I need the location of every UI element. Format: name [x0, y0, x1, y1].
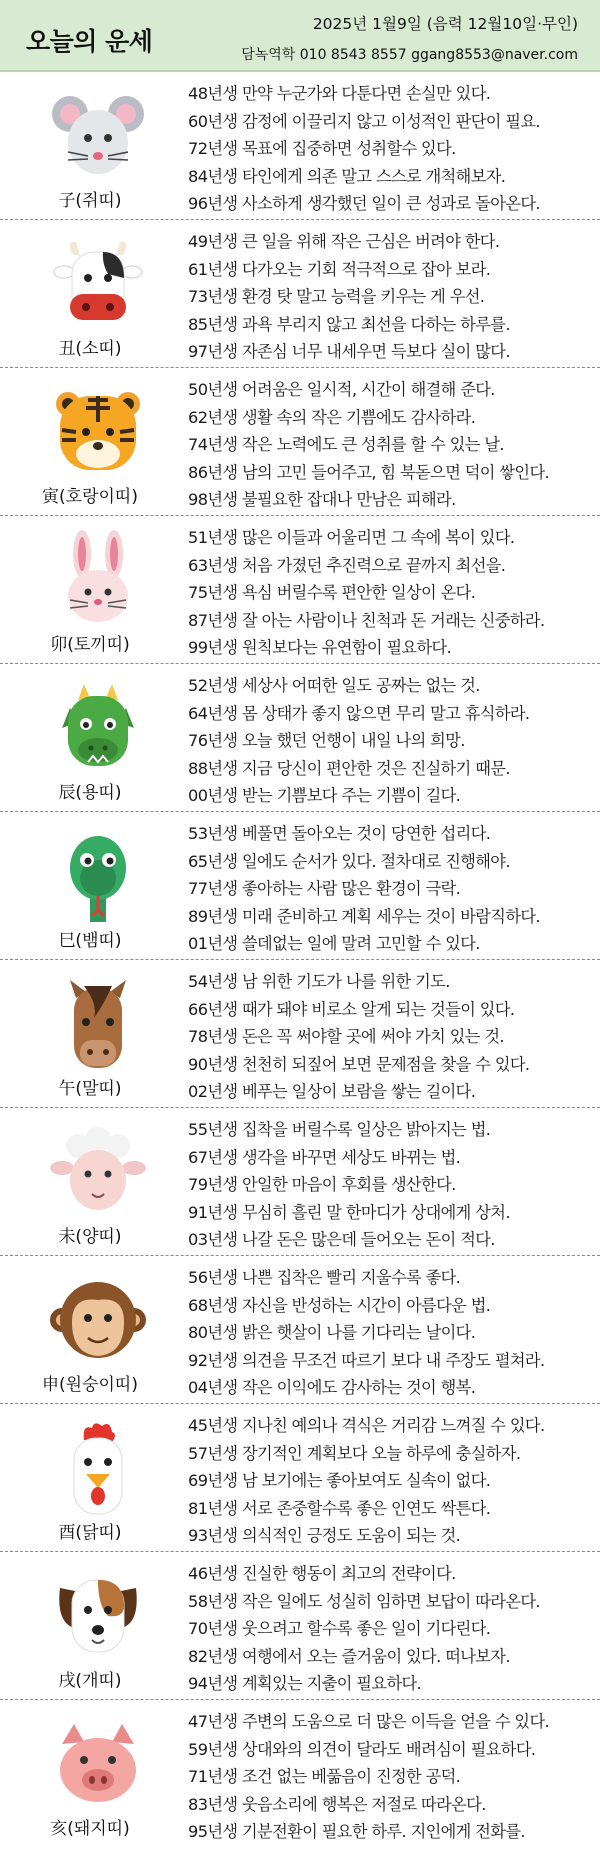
animal-column [0, 368, 180, 515]
fortune-line: 76년생 오늘 했던 언행이 내일 나의 희망. [188, 731, 465, 750]
fortune-lines [188, 1412, 592, 1550]
sheep-icon [48, 1122, 148, 1222]
fortune-lines [188, 1708, 592, 1846]
section-rooster [0, 1404, 600, 1552]
fortune-lines [188, 1116, 592, 1254]
fortune-line: 86년생 남의 고민 들어주고, 힘 북돋으면 덕이 쌓인다. [188, 462, 550, 482]
fortune-line: 79년생 안일한 마음이 후회를 생산한다. [188, 1175, 456, 1194]
fortune-line: 80년생 밝은 햇살이 나를 기다리는 날이다. [188, 1323, 476, 1342]
snake-icon [48, 826, 148, 926]
page-header [0, 0, 600, 72]
section-pig [0, 1700, 600, 1848]
fortune-lines [188, 228, 592, 366]
fortune-line: 04년생 작은 이익에도 감사하는 것이 행복. [188, 1378, 476, 1397]
fortune-line: 83년생 웃음소리에 행복은 저절로 따라온다. [188, 1794, 486, 1814]
fortune-line: 54년생 남 위한 기도가 나를 위한 기도. [188, 972, 450, 991]
dragon-icon [48, 678, 148, 778]
date-line: 2025년 1월9일 (음력 12월10일·무인) [312, 15, 578, 33]
animal-column [0, 1404, 180, 1551]
fortune-line: 65년생 일에도 순서가 있다. 절차대로 진행해야. [188, 851, 510, 871]
fortune-line: 98년생 불필요한 잡대나 만남은 피해라. [188, 490, 456, 509]
fortune-lines [188, 672, 592, 810]
fortune-line: 97년생 자존심 너무 내세우면 득보다 실이 많다. [188, 342, 510, 361]
fortune-line: 85년생 과욕 부리지 않고 최선을 다하는 하루를. [188, 314, 510, 334]
fortune-line: 45년생 지나친 예의나 격식은 거리감 느껴질 수 있다. [188, 1416, 545, 1435]
section-horse [0, 960, 600, 1108]
animal-column [0, 812, 180, 959]
fortune-line: 56년생 나쁜 집착은 빨리 지울수록 좋다. [188, 1268, 461, 1287]
fortune-line: 74년생 작은 노력에도 큰 성취를 할 수 있는 날. [188, 435, 504, 454]
page-title: 오늘의 운세 [26, 27, 153, 56]
fortune-line: 00년생 받는 기쁨보다 주는 기쁨이 길다. [188, 786, 461, 805]
animal-column [0, 1700, 180, 1848]
section-sheep [0, 1108, 600, 1256]
section-monkey [0, 1256, 600, 1404]
fortune-line: 48년생 만약 누군가와 다툰다면 손실만 있다. [188, 84, 491, 103]
fortune-line: 49년생 큰 일을 위해 작은 근심은 버려야 한다. [188, 232, 500, 251]
fortune-line: 67년생 생각을 바꾸면 세상도 바뀌는 법. [188, 1147, 461, 1167]
fortune-line: 93년생 의식적인 긍정도 도움이 되는 것. [188, 1526, 461, 1545]
fortune-line: 63년생 처음 가졌던 추진력으로 끝까지 최선을. [188, 555, 506, 575]
fortune-lines [188, 968, 592, 1106]
animal-column [0, 1108, 180, 1255]
animal-column [0, 664, 180, 811]
fortune-lines [188, 376, 592, 514]
fortune-line: 60년생 감정에 이끌리지 않고 이성적인 판단이 필요. [188, 111, 540, 131]
contact-line: 담녹역학 010 8543 8557 ggang8553@naver.com [241, 47, 578, 63]
animal-name: 丑(소띠) [58, 339, 122, 359]
tiger-icon [48, 382, 148, 482]
monkey-icon [48, 1270, 148, 1370]
animal-column [0, 220, 180, 367]
fortune-line: 61년생 다가오는 기회 적극적으로 잡아 보라. [188, 259, 491, 279]
fortune-line: 82년생 여행에서 오는 즐거움이 있다. 떠나보자. [188, 1646, 510, 1666]
animal-name: 未(양띠) [58, 1227, 122, 1247]
fortune-line: 47년생 주변의 도움으로 더 많은 이득을 얻을 수 있다. [188, 1712, 550, 1731]
fortune-line: 75년생 욕심 버릴수록 편안한 일상이 온다. [188, 583, 476, 602]
animal-name: 寅(호랑이띠) [42, 487, 138, 507]
fortune-line: 96년생 사소하게 생각했던 일이 큰 성과로 돌아온다. [188, 194, 540, 213]
rabbit-icon [48, 530, 148, 630]
fortune-line: 70년생 웃으려고 할수록 좋은 일이 기다린다. [188, 1619, 491, 1638]
fortune-line: 53년생 베풀면 돌아오는 것이 당연한 섭리다. [188, 824, 491, 843]
animal-column [0, 1256, 180, 1403]
fortune-line: 62년생 생활 속의 작은 기쁨에도 감사하라. [188, 407, 476, 427]
animal-name: 申(원숭이띠) [42, 1375, 138, 1395]
fortune-line: 87년생 잘 아는 사람이나 친척과 돈 거래는 신중하라. [188, 610, 545, 630]
section-rabbit [0, 516, 600, 664]
fortune-line: 73년생 환경 탓 말고 능력을 키우는 게 우선. [188, 287, 485, 306]
animal-name: 酉(닭띠) [58, 1523, 122, 1543]
section-ox [0, 220, 600, 368]
fortune-line: 84년생 타인에게 의존 말고 스스로 개척해보자. [188, 166, 506, 186]
fortune-line: 94년생 계획있는 지출이 필요하다. [188, 1674, 422, 1693]
animal-name: 午(말띠) [58, 1079, 122, 1099]
fortune-line: 99년생 원칙보다는 유연함이 필요하다. [188, 638, 452, 657]
animal-column [0, 1552, 180, 1699]
fortune-line: 55년생 집착을 버릴수록 일상은 밝아지는 법. [188, 1120, 491, 1139]
fortune-line: 64년생 몸 상태가 좋지 않으면 무리 말고 휴식하라. [188, 703, 530, 723]
fortune-line: 59년생 상대와의 의견이 달라도 배려심이 필요하다. [188, 1739, 536, 1759]
fortune-line: 57년생 장기적인 계획보다 오늘 하루에 충실하자. [188, 1443, 521, 1463]
dog-icon [48, 1566, 148, 1666]
fortune-lines [188, 820, 592, 958]
ox-icon [48, 234, 148, 334]
fortune-line: 01년생 쓸데없는 일에 말려 고민할 수 있다. [188, 934, 480, 953]
animal-column [0, 72, 180, 219]
rat-icon [48, 86, 148, 186]
section-dog [0, 1552, 600, 1700]
fortune-line: 02년생 베푸는 일상이 보람을 쌓는 길이다. [188, 1082, 476, 1101]
animal-name: 卯(토끼띠) [50, 635, 130, 655]
fortune-line: 78년생 돈은 꼭 써야할 곳에 써야 가치 있는 것. [188, 1027, 504, 1046]
animal-name: 亥(돼지띠) [50, 1819, 130, 1839]
animal-column [0, 960, 180, 1107]
horse-icon [48, 974, 148, 1074]
animal-name: 戌(개띠) [58, 1671, 122, 1691]
fortune-line: 91년생 무심히 흘린 말 한마디가 상대에게 상처. [188, 1202, 510, 1222]
fortune-line: 52년생 세상사 어떠한 일도 공짜는 없는 것. [188, 676, 480, 695]
pig-icon [48, 1714, 148, 1814]
fortune-line: 88년생 지금 당신이 편안한 것은 진실하기 때문. [188, 758, 510, 778]
fortune-line: 66년생 때가 돼야 비로소 알게 되는 것들이 있다. [188, 999, 515, 1019]
fortune-line: 77년생 좋아하는 사람 많은 환경이 극락. [188, 879, 461, 898]
animal-column [0, 516, 180, 663]
fortune-line: 50년생 어려움은 일시적, 시간이 해결해 준다. [188, 380, 495, 399]
animal-name: 巳(뱀띠) [58, 931, 122, 951]
fortune-lines [188, 1264, 592, 1402]
fortune-line: 95년생 기분전환이 필요한 하루. 지인에게 전화를. [188, 1822, 525, 1841]
section-dragon [0, 664, 600, 812]
fortune-lines [188, 524, 592, 662]
fortune-line: 72년생 목표에 집중하면 성취할수 있다. [188, 139, 456, 158]
section-rat [0, 72, 600, 220]
fortune-line: 46년생 진실한 행동이 최고의 전략이다. [188, 1564, 456, 1583]
rooster-icon [48, 1418, 148, 1518]
fortune-line: 69년생 남 보기에는 좋아보여도 실속이 없다. [188, 1471, 491, 1490]
fortune-line: 90년생 천천히 되짚어 보면 문제점을 찾을 수 있다. [188, 1054, 530, 1074]
fortune-line: 89년생 미래 준비하고 계획 세우는 것이 바람직하다. [188, 906, 540, 926]
fortune-lines [188, 80, 592, 218]
animal-name: 辰(용띠) [58, 783, 122, 803]
fortune-line: 03년생 나갈 돈은 많은데 들어오는 돈이 적다. [188, 1230, 495, 1249]
fortune-line: 58년생 작은 일에도 성실히 임하면 보답이 따라온다. [188, 1591, 540, 1611]
fortune-line: 68년생 자신을 반성하는 시간이 아름다운 법. [188, 1295, 491, 1315]
animal-name: 子(쥐띠) [58, 191, 122, 211]
fortune-lines [188, 1560, 592, 1698]
fortune-line: 81년생 서로 존중할수록 좋은 인연도 싹튼다. [188, 1498, 491, 1518]
fortune-line: 92년생 의견을 무조건 따르기 보다 내 주장도 펼쳐라. [188, 1350, 545, 1370]
section-snake [0, 812, 600, 960]
section-tiger [0, 368, 600, 516]
fortune-line: 51년생 많은 이들과 어울리면 그 속에 복이 있다. [188, 528, 515, 547]
fortune-line: 71년생 조건 없는 베풂음이 진정한 공덕. [188, 1767, 461, 1786]
